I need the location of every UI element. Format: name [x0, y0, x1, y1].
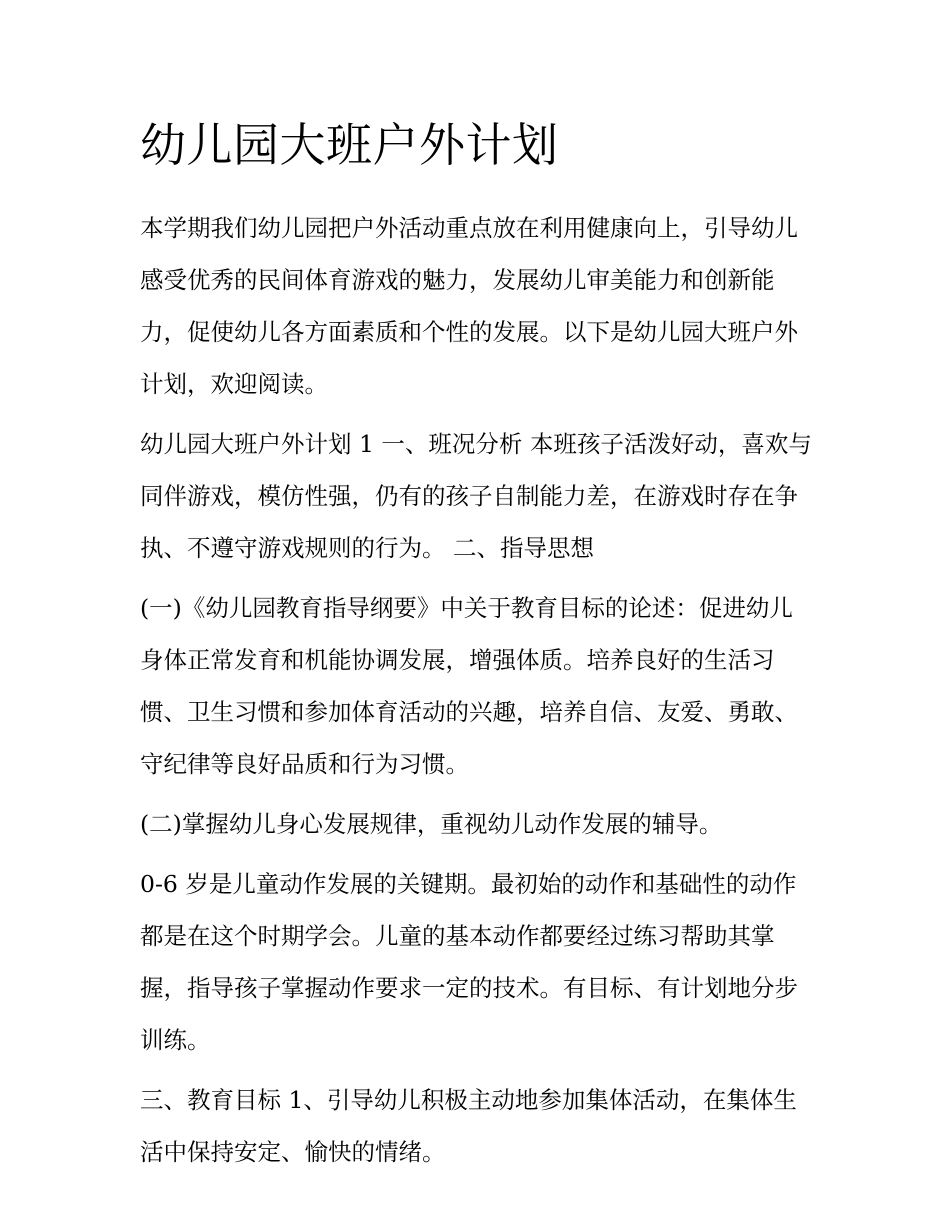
paragraph-education-goals: 三、教育目标 1、引导幼儿积极主动地参加集体活动，在集体生活中保持安定、愉快的情绪。 — [140, 1086, 797, 1166]
paragraph-motor-development: 0-6 岁是儿童动作发展的关键期。最初始的动作和基础性的动作都是在这个时期学会。儿童的基本动作都要经过练习帮助其掌握，指导孩子掌握动作要求一定的技术。有目标、有计划地分步训练。 — [140, 870, 798, 1054]
paragraph-class-analysis: 幼儿园大班户外计划 1 一、班况分析 本班孩子活泼好动，喜欢与同伴游戏，模仿性强，仍有的孩子自制能力差，在游戏时存在争执、不遵守游戏规则的行为。 二、指导思想 — [140, 430, 812, 562]
paragraph-intro: 本学期我们幼儿园把户外活动重点放在利用健康向上，引导幼儿感受优秀的民间体育游戏的魅力，发展幼儿审美能力和创新能力，促使幼儿各方面素质和个性的发展。以下是幼儿园大班户外计划，欢迎阅读。 — [140, 214, 798, 398]
paragraph-guideline-one: (一)《幼儿园教育指导纲要》中关于教育目标的论述：促进幼儿身体正常发育和机能协调发展，增强体质。培养良好的生活习惯、卫生习惯和参加体育活动的兴趣，培养自信、友爱、勇敢、守纪律等良好品质和行为习惯。 — [140, 594, 798, 778]
document-page — [140, 112, 816, 1186]
paragraph-guideline-two: (二)掌握幼儿身心发展规律，重视幼儿动作发展的辅导。 — [140, 810, 723, 838]
document-title: 幼儿园大班户外计划 — [140, 118, 559, 172]
